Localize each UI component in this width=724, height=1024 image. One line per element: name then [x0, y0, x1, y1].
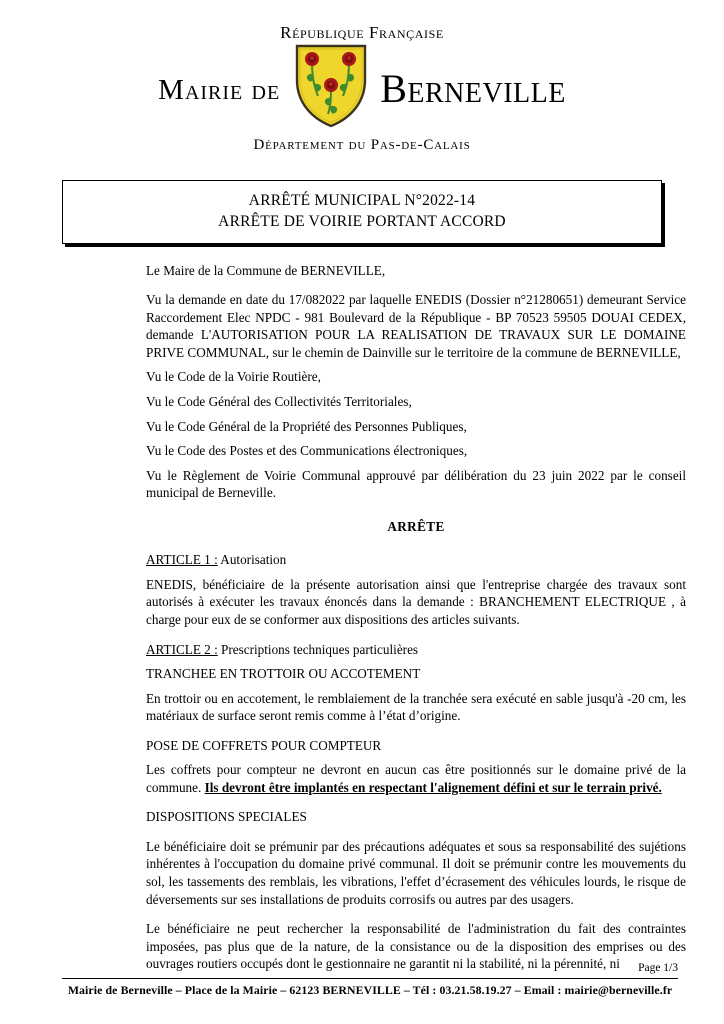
footer-address-line: Mairie de Berneville – Place de la Mairie – 62123 BERNEVILLE – Tél : 03.21.58.19.27 – Email : mairie@berneville.fr — [67, 983, 673, 997]
section-coffrets-text-emphasis: Ils devront être implantés en respectant l'alignement défini et sur le terrain privé. — [204, 779, 662, 795]
footer-divider — [62, 978, 678, 979]
opening-line: Le Maire de la Commune de BERNEVILLE, — [146, 262, 386, 278]
section-tranchee-heading: TRANCHEE EN TROTTOIR OU ACCOTEMENT — [146, 666, 421, 682]
section-coffrets-heading: POSE DE COFFRETS POUR COMPTEUR — [146, 737, 382, 753]
vu-item: Vu le Règlement de Voirie Communal approuvé par délibération du 23 juin 2022 par le conseil municipal de Berneville. — [146, 467, 686, 501]
section-dispositions-paragraph-1: Le bénéficiaire doit se prémunir par des précautions adéquates et sous sa responsabilité des sujétions inhérentes à l'occupation du domaine privé communal. Il doit se prémunir contre les mouvements du sol, les tassements des remblais, les vibrations, l'effet d’écrasement des véhicules lourds, le risque de déversements sur ses installations de produits corrosifs ou autres par des usagers. — [146, 838, 686, 907]
section-dispositions-heading: DISPOSITIONS SPECIALES — [146, 809, 307, 825]
article-1-heading — [146, 551, 686, 569]
republique-francaise-heading: République Française — [280, 23, 444, 42]
section-coffrets-text-plain: Les coffrets pour compteur ne devront en aucun cas être positionnés sur le domaine privé de la commune. — [146, 762, 686, 795]
section-tranchee-text: En trottoir ou en accotement, le remblaiement de la tranchée sera exécuté en sable jusqu'à -20 cm, les matériaux de surface seront remis comme à l’état d’origine. — [146, 690, 686, 724]
article-2-heading — [146, 641, 686, 659]
article-1-label: ARTICLE 1 : — [146, 552, 218, 568]
article-1-title: Autorisation — [217, 552, 287, 568]
section-coffrets-text — [146, 761, 686, 796]
vu-item: Vu le Code des Postes et des Communications électroniques, — [146, 443, 468, 459]
vu-item: Vu le Code de la Voirie Routière, — [146, 369, 321, 385]
article-2-title: Prescriptions techniques particulières — [217, 641, 419, 657]
arrete-title-box — [62, 180, 662, 244]
coat-of-arms-shield-icon — [294, 44, 368, 128]
arrete-heading: ARRÊTE — [387, 518, 445, 534]
departement-text: Département du Pas-de-Calais — [253, 137, 471, 153]
arrete-subject-line: ARRÊTE DE VOIRIE PORTANT ACCORD — [218, 213, 506, 231]
page-number: Page 1/3 — [638, 962, 678, 975]
document-footer — [62, 962, 678, 998]
document-header — [0, 0, 724, 154]
vu-item: Vu le Code Général de la Propriété des Personnes Publiques, — [146, 418, 467, 434]
mairie-title-row — [0, 45, 724, 127]
vu-demande-paragraph: Vu la demande en date du 17/082022 par laquelle ENEDIS (Dossier n°21280651) demeurant Service Raccordement Elec NPDC - 981 Boulevard de la République - BP 70523 59505 DOUAI CEDEX, demande L'AUTORISATION POUR LA REALISATION DE TRAVAUX SUR LE DOMAINE PRIVE COMMUNAL, sur le chemin de Dainville sur le territoire de la commune de BERNEVILLE, — [146, 292, 686, 360]
section-dispositions-paragraph-2: Le bénéficiaire ne peut rechercher la responsabilité de l'administration du fait des contraintes imposées, pas plus que de la nature, de la consistance ou de la disposition des emprises ou des ouvrages routiers occupés dont le gestionnaire ne garantit ni la stabilité, ni la pérennité, ni — [146, 921, 686, 972]
vu-item: Vu le Code Général des Collectivités Territoriales, — [146, 394, 412, 410]
article-1-text: ENEDIS, bénéficiaire de la présente autorisation ainsi que l'entreprise chargée des travaux sont autorisés à exécuter les travaux énoncés dans la demande : BRANCHEMENT ELECTRIQUE , à charge pour eux de se conformer aux dispositions des articles suivants. — [146, 576, 686, 627]
document-body — [146, 244, 686, 973]
mairie-prefix-text: Mairie de — [158, 73, 281, 106]
arrete-title-box-wrapper — [62, 180, 662, 244]
article-2-label: ARTICLE 2 : — [146, 641, 218, 657]
commune-name-text: Berneville — [380, 65, 566, 111]
arrete-number-line: ARRÊTÉ MUNICIPAL N°2022-14 — [248, 192, 476, 209]
